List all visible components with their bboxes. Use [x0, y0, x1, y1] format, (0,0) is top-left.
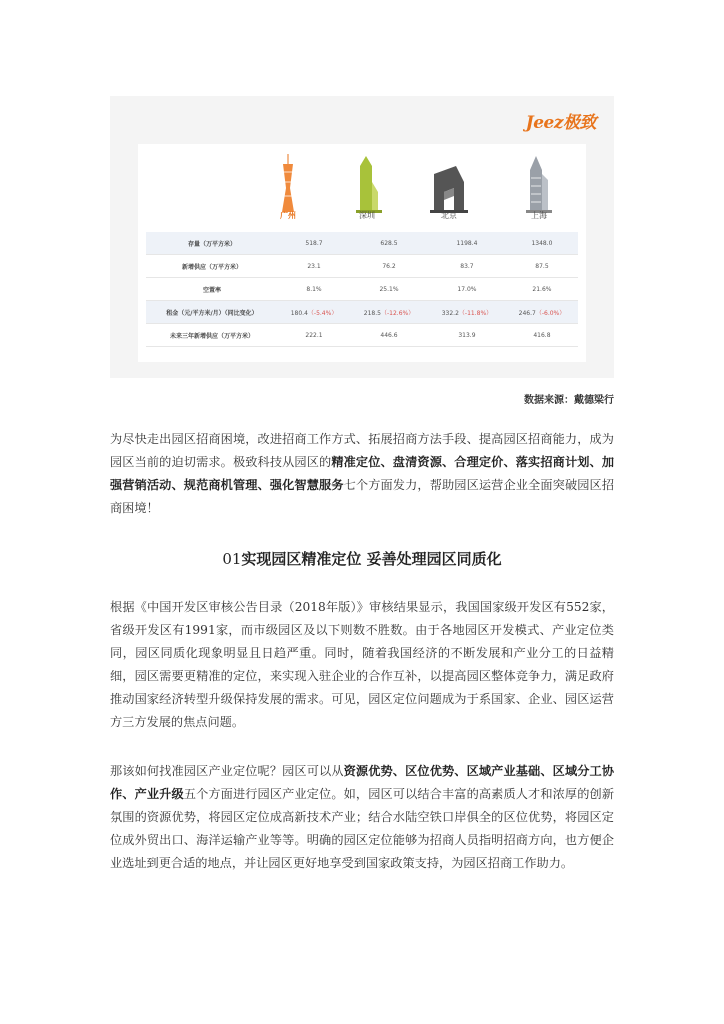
table-cell: 1348.0 [506, 232, 578, 255]
city-landmark-illustrations [138, 152, 586, 234]
city-comparison-card [138, 144, 586, 362]
table-cell: 518.7 [278, 232, 350, 255]
section-number: 01 [222, 550, 242, 568]
intro-bold-text: 精准定位、盘清资源、合理定价、落实招商计划、加强营销活动、规范商机管理、强化智慧服务 [110, 455, 615, 492]
table-cell: 1198.4 [428, 232, 506, 255]
table-cell: 628.5 [350, 232, 428, 255]
canton-tower-icon [282, 154, 294, 212]
row-label: 存量（万平方米） [146, 232, 278, 255]
infographic-figure [110, 96, 614, 378]
table-cell: 21.6% [506, 278, 578, 301]
rent-change: （-5.4%） [307, 309, 338, 317]
rent-change: （-6.0%） [535, 309, 566, 317]
table-row [146, 255, 578, 278]
table-cell: 313.9 [428, 324, 506, 347]
shanghai-tower-icon [526, 156, 552, 213]
rent-change: （-12.6%） [380, 309, 415, 317]
table-cell: 25.1% [350, 278, 428, 301]
row-label: 空置率 [146, 278, 278, 301]
table-row [146, 278, 578, 301]
table-row [146, 301, 578, 324]
intro-text-end: 七个方面发力，帮助园区运营企业全面突破园区招商困境！ [110, 478, 615, 515]
rent-value: 246.7 [518, 309, 536, 317]
jeez-logo: Jeez极致 [525, 113, 596, 133]
rent-value: 218.5 [363, 309, 381, 317]
table-cell: 446.6 [350, 324, 428, 347]
city-label-shanghai: 上海 [531, 211, 547, 220]
row-label: 租金（元/平方米/月）（同比变化） [146, 301, 278, 324]
intro-paragraph [110, 428, 614, 520]
table-cell [350, 301, 428, 324]
table-cell: 23.1 [278, 255, 350, 278]
para2-text-end: 五个方面进行园区产业定位。如，园区可以结合丰富的高素质人才和浓厚的创新氛围的资源优势，将园区定位成高新技术产业；结合水陆空铁口岸俱全的区位优势，将园区定位成外贸出口、海洋运输产业等等。明确的园区定位能够为招商人员指明招商方向，也方便企业选址到更合适的地点，并让园区更好地享受到国家政策支持，为园区招商工作助力。 [110, 787, 615, 870]
section-heading [110, 548, 614, 569]
city-stats-table [146, 232, 578, 347]
city-label-beijing: 北京 [441, 211, 457, 220]
body-paragraph-1: 根据《中国开发区审核公告目录（2018年版）》审核结果显示，我国国家级开发区有552家，省级开发区有1991家，而市级园区及以下则数不胜数。由于各地园区开发模式、产业定位类同，园区同质化现象明显且日趋严重。同时，随着我国经济的不断发展和产业分工的日益精细，园区需要更精准的定位，来实现入驻企业的合作互补，以提高园区整体竞争力，满足政府推动国家经济转型升级保持发展的需求。可见，园区定位问题成为于系国家、企业、园区运营方三方发展的焦点问题。 [110, 600, 614, 729]
data-source-caption: 数据来源：戴德梁行 [524, 395, 614, 406]
rent-value: 180.4 [290, 309, 308, 317]
table-cell: 83.7 [428, 255, 506, 278]
section-title: 实现园区精准定位 妥善处理园区同质化 [241, 550, 502, 568]
table-cell [506, 301, 578, 324]
rent-change: （-11.8%） [458, 309, 493, 317]
table-cell: 76.2 [350, 255, 428, 278]
body-paragraph-2 [110, 760, 614, 875]
table-cell: 416.8 [506, 324, 578, 347]
table-row [146, 324, 578, 347]
row-label: 未来三年新增供应（万平方米） [146, 324, 278, 347]
table-cell [428, 301, 506, 324]
para2-text: 那该如何找准园区产业定位呢？园区可以从 [110, 764, 344, 778]
table-cell: 87.5 [506, 255, 578, 278]
city-label-shenzhen: 深圳 [359, 211, 375, 220]
para2-bold-text: 资源优势、区位优势、区域产业基础、区域分工协作、产业升级 [110, 764, 615, 801]
table-cell: 222.1 [278, 324, 350, 347]
city-label-guangzhou: 广州 [280, 211, 296, 220]
table-cell: 17.0% [428, 278, 506, 301]
row-label: 新增供应（万平方米） [146, 255, 278, 278]
cctv-building-icon [430, 166, 468, 213]
rent-value: 332.2 [441, 309, 459, 317]
table-row [146, 232, 578, 255]
table-cell: 8.1% [278, 278, 350, 301]
shenzhen-tower-icon [356, 156, 382, 213]
table-cell [278, 301, 350, 324]
intro-text: 为尽快走出园区招商困境，改进招商工作方式、拓展招商方法手段、提高园区招商能力，成为园区当前的迫切需求。极致科技从园区的 [110, 432, 614, 469]
